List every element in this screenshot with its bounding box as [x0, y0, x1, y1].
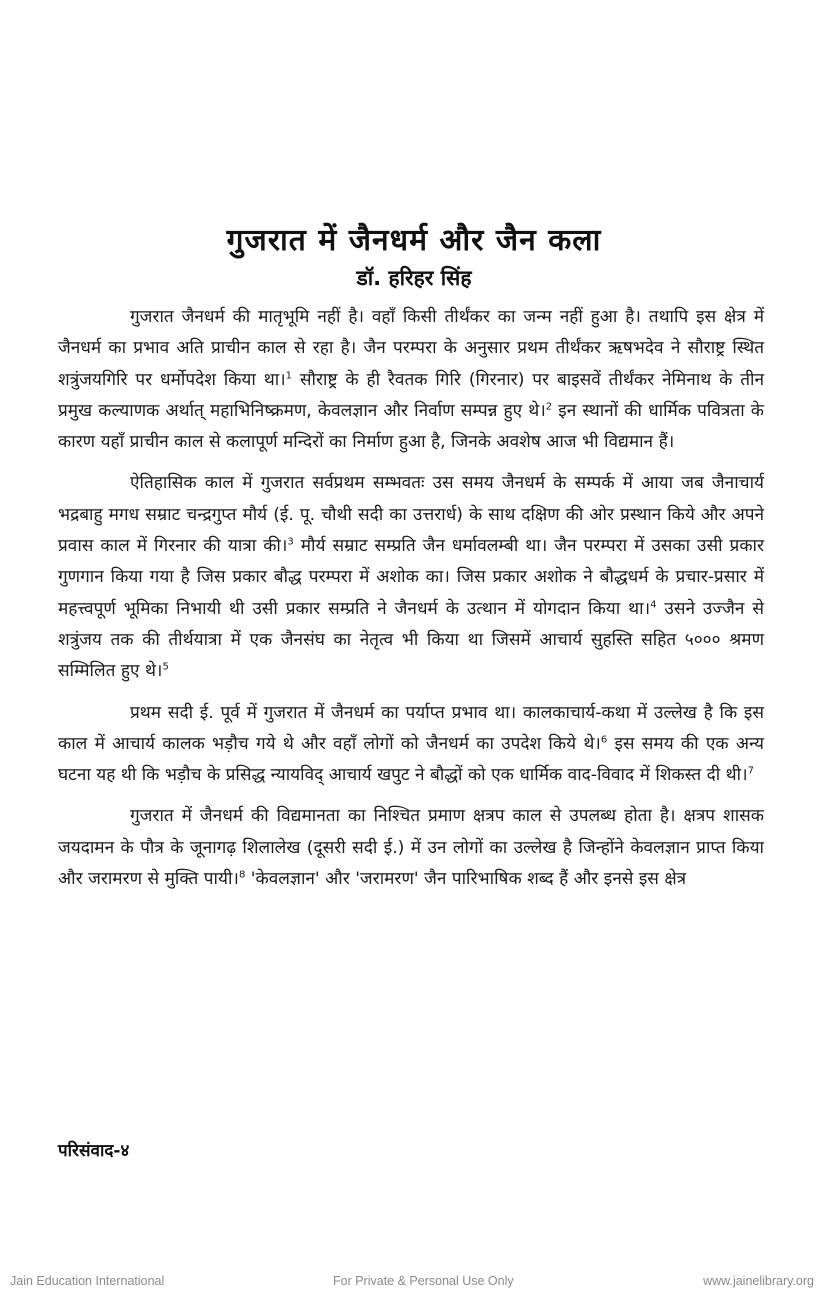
watermark-bar — [0, 1274, 828, 1294]
text-segment: गुजरात में जैनधर्म की विद्यमानता का निश्चित प्रमाण क्षत्रप काल से उपलब्ध होता है। क्षत्रप शासक जयदामन के पौत्र के जूनागढ़ शिलालेख (दूसरी सदी ई.) में उन लोगों का उल्लेख है जिन्होंने केवलज्ञान प्राप्त किया और जरामरण से मुक्ति पायी। — [58, 806, 764, 890]
paragraph-4 — [58, 801, 764, 895]
footnote-marker-8: 8 — [238, 869, 246, 881]
watermark-website: www.jainelibrary.org — [703, 1274, 814, 1288]
running-footer: परिसंवाद-४ — [58, 1141, 130, 1161]
text-segment: सौराष्ट्र के ही रैवतक गिरि (गिरनार) पर बाइसवें तीर्थंकर नेमिनाथ के तीन प्रमुख कल्याणक अर्थात् महाभिनिष्क्रमण, केवलज्ञान और निर्वाण सम्पन्न हुए थे। — [58, 369, 764, 421]
text-segment: इस समय की एक अन्य घटना यह थी कि भड़ौच के प्रसिद्ध न्यायविद् आचार्य खपुट ने बौद्धों को एक धार्मिक वाद-विवाद में शिकस्त दी थी। — [58, 733, 764, 786]
text-segment: गुजरात जैनधर्म की मातृभूमि नहीं है। वहाँ किसी तीर्थंकर का जन्म नहीं हुआ है। तथापि इस क्षेत्र में जैनधर्म का प्रभाव अति प्राचीन काल से रहा है। जैन परम्परा के अनुसार प्रथम तीर्थंकर ऋषभदेव ने सौराष्ट्र स्थित शत्रुंजयगिरि पर धर्मोपदेश किया था। — [58, 307, 764, 390]
watermark-publisher: Jain Education International — [10, 1274, 165, 1288]
text-segment: मौर्य सम्राट सम्प्रति जैन धर्मावलम्बी था। जैन परम्परा में उसका उसी प्रकार गुणगान किया गया है जिस प्रकार बौद्ध परम्परा में अशोक का। जिस प्रकार अशोक ने बौद्धधर्म के प्रचार-प्रसार में महत्त्वपूर्ण भूमिका निभायी थी उसी प्रकार सम्प्रति ने जैनधर्म के उत्थान में योगदान किया था। — [58, 536, 764, 619]
footnote-marker-4: 4 — [650, 598, 657, 610]
text-segment: प्रथम सदी ई. पूर्व में गुजरात में जैनधर्म का पर्याप्त प्रभाव था। कालकाचार्य-कथा में उल्लेख है कि इस काल में आचार्य कालक भड़ौच गये थे और वहाँ लोगों को जैनधर्म का उपदेश किये थे। — [58, 702, 764, 754]
text-segment: 'केवलज्ञान' और 'जरामरण' जैन पारिभाषिक शब्द हैं और इनसे इस क्षेत्र — [245, 869, 687, 890]
text-segment: ऐतिहासिक काल में गुजरात सर्वप्रथम सम्भवतः उस समय जैनधर्म के सम्पर्क में आया जब जैनाचार्य भद्रबाहु मगध सम्राट चन्द्रगुप्त मौर्य (ई. पू. चौथी सदी का उत्तरार्ध) के साथ दक्षिण की ओर प्रस्थान किये और अपने प्रवास काल में गिरनार की यात्रा की। — [58, 473, 764, 557]
paragraph-1 — [58, 302, 764, 458]
footnote-marker-2: 2 — [545, 401, 553, 413]
footnote-marker-7: 7 — [747, 765, 754, 777]
article-body — [58, 302, 764, 895]
footnote-marker-6: 6 — [600, 734, 608, 746]
paragraph-3 — [58, 698, 764, 792]
text-segment: उसने उज्जैन से शत्रुंजय तक की तीर्थयात्रा में एक जैनसंघ का नेतृत्व भी किया था जिसमें आचार्य सुहस्ति सहित ५००० श्रमण सम्मिलित हुए थे। — [58, 598, 764, 682]
article-title: गुजरात में जैनधर्म और जैन कला — [226, 223, 602, 258]
watermark-usage-notice: For Private & Personal Use Only — [333, 1274, 514, 1288]
footnote-marker-5: 5 — [162, 661, 169, 673]
footnote-marker-1: 1 — [285, 369, 293, 381]
paragraph-2 — [58, 468, 764, 687]
author-name: डॉ. हरिहर सिंह — [356, 266, 472, 290]
footnote-marker-3: 3 — [287, 536, 294, 548]
text-segment: इन स्थानों की धार्मिक पवित्रता के कारण यहाँ प्राचीन काल से कलापूर्ण मन्दिरों का निर्माण हुआ है, जिनके अवशेष आज भी विद्यमान हैं। — [58, 400, 765, 453]
